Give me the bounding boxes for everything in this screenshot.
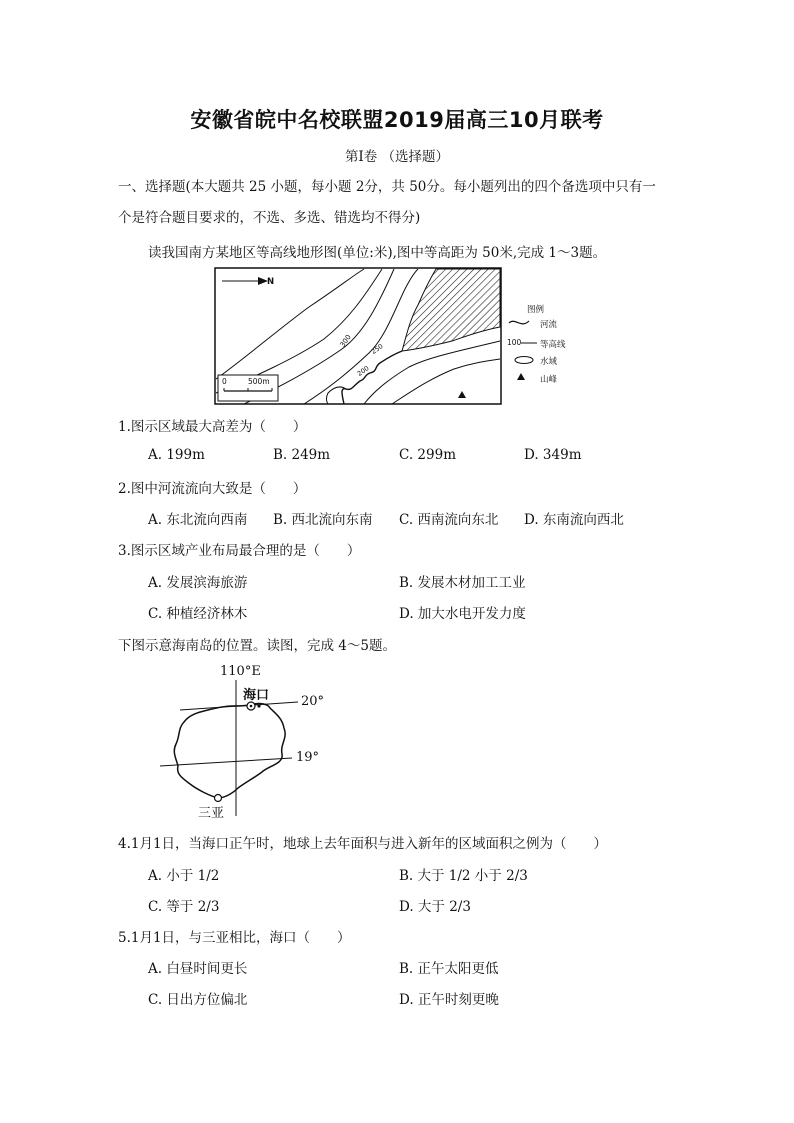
question-3-option-b[interactable]: B. 发展木材加工工业 [399,575,526,591]
question-2-option-d[interactable]: D. 东南流向西北 [524,512,624,528]
legend-contour-value: 100 [507,338,522,347]
question-2-option-c[interactable]: C. 西南流向东北 [399,512,499,528]
sanya-marker [215,795,222,802]
question-3-option-a[interactable]: A. 发展滨海旅游 [148,575,248,591]
question-5-option-b[interactable]: B. 正午太阳更低 [399,961,499,977]
section-intro-line1: 一、选择题(本大题共 25 小题，每小题 2分，共 50分。每小题列出的四个备选项中只有一 [118,179,656,195]
contour-label-300: 300 [338,333,353,349]
question-4-option-c[interactable]: C. 等于 2/3 [148,899,220,915]
question-3-stem: 3.图示区域产业布局最合理的是（ ） [118,543,361,559]
latitude-20-label: 20° [301,694,325,709]
longitude-label: 110°E [220,664,261,679]
contour-label-250: 250 [369,342,385,356]
question-4-option-d[interactable]: D. 大于 2/3 [399,899,471,915]
legend-water-symbol [515,357,533,364]
legend-contour-label: 等高线 [540,340,566,350]
latitude-19-line [160,758,292,766]
section-intro-line2: 个是符合题目要求的，不选、多选、错选均不得分) [118,210,421,226]
question-3-option-d[interactable]: D. 加大水电开发力度 [399,606,526,622]
question-2-option-b[interactable]: B. 西北流向东南 [273,512,373,528]
legend-peak-symbol [517,373,525,380]
question-2-option-a[interactable]: A. 东北流向西南 [148,512,248,528]
scale-value-label: 500m [248,377,270,386]
question-1-option-c[interactable]: C. 299m [399,447,456,463]
contour-map-figure [214,267,502,405]
hainan-map-figure [158,662,338,822]
contour-label-200: 200 [355,364,371,378]
sanya-label: 三亚 [198,806,225,821]
haikou-label: 海口 [243,688,270,703]
question-5-option-a[interactable]: A. 白昼时间更长 [148,961,248,977]
question-3-option-c[interactable]: C. 种植经济林木 [148,606,248,622]
legend-symbols [507,317,537,383]
question-4-option-b[interactable]: B. 大于 1/2 小于 2/3 [399,868,528,884]
legend-title: 图例 [527,305,545,315]
question-1-option-a[interactable]: A. 199m [148,447,205,463]
part-subtitle: 第Ⅰ卷 （选择题） [344,149,450,165]
question-1-stem: 1.图示区域最大高差为（ ） [118,419,307,435]
exam-title: 安徽省皖中名校联盟2019届高三10月联考 [190,108,604,132]
passage-1: 读我国南方某地区等高线地形图(单位:米),图中等高距为 50米,完成 1～3题。 [148,245,607,261]
north-label: N [267,277,275,287]
legend-river-symbol [509,321,529,324]
question-4-stem: 4.1月1日，当海口正午时，地球上去年面积与进入新年的区域面积之例为（ ） [118,836,608,852]
question-5-option-c[interactable]: C. 日出方位偏北 [148,992,248,1008]
question-1-option-b[interactable]: B. 249m [273,447,331,463]
question-4-option-a[interactable]: A. 小于 1/2 [148,868,220,884]
latitude-19-label: 19° [296,750,320,765]
scale-zero-label: 0 [222,377,227,386]
hainan-island-outline [174,704,285,798]
legend-river-label: 河流 [540,320,558,330]
legend-peak-label: 山峰 [540,375,558,385]
question-5-stem: 5.1月1日，与三亚相比，海口（ ） [118,930,351,946]
question-2-stem: 2.图中河流流向大致是（ ） [118,481,307,497]
passage-2: 下图示意海南岛的位置。读图，完成 4～5题。 [118,638,396,654]
section-intro [118,172,678,234]
question-1-option-d[interactable]: D. 349m [524,447,582,463]
legend-water-label: 水域 [540,357,558,367]
question-5-option-d[interactable]: D. 正午时刻更晚 [399,992,499,1008]
